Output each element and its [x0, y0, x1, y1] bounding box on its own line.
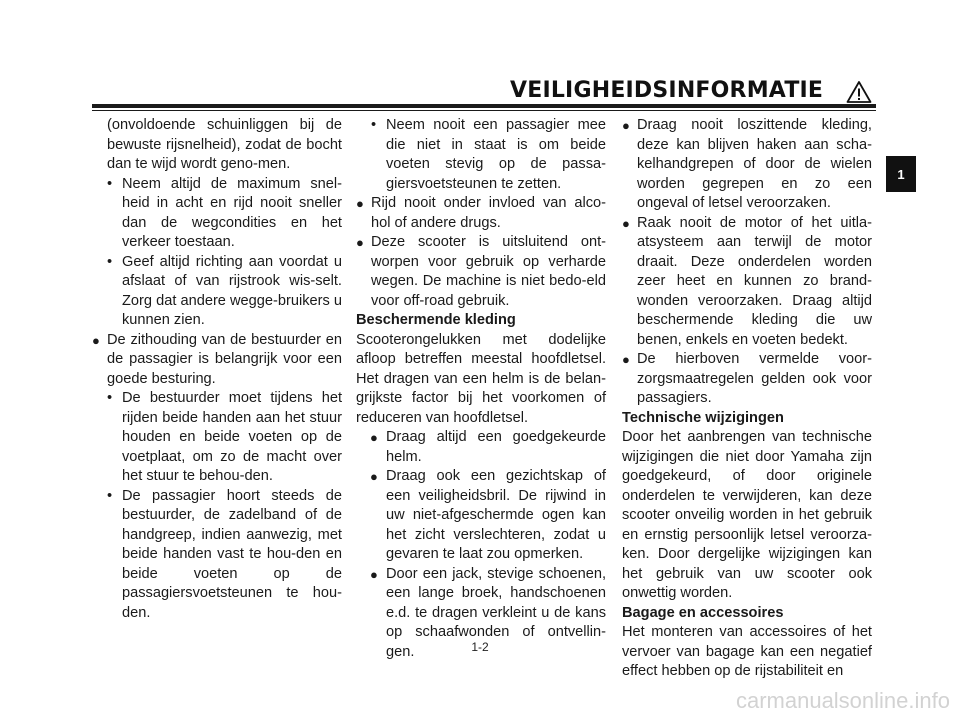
paragraph: Door het aanbrengen van technische wijzigingen die niet door Yamaha zijn goedgekeurd, of door originele onderdelen te verwijderen, kan deze scooter onveilig worden in het gebruik en ernstig persoonlijk letsel veroorza-ken. Door dergelijke wijzigingen kan het gebruik van uw scooter ook onwettig worden. [622, 429, 872, 601]
page-number: 1-2 [471, 640, 489, 654]
list-item: ● De hierboven vermelde voor-zorgsmaatregelen gelden ook voor passagiers. [622, 350, 872, 409]
bullet-item: • De bestuurder moet tijdens het rijden beide handen aan het stuur houden en beide voeten op de voetplaat, om zo de macht over het stuur te behou-den. [92, 389, 342, 487]
paragraph: Scooterongelukken met dodelijke afloop betreffen meestal hoofdletsel. Het dragen van een helm is de belan-grijkste factor bij het voorkomen of reduceren van hoofdletsel. [356, 331, 606, 426]
sub-list-item: ● Door een jack, stevige schoenen, een lange broek, handschoenen e.d. te dragen verkleint u de kans op schaafwonden of ontvellin-gen. [356, 565, 606, 663]
text-column-3 [622, 116, 872, 682]
page-header-title: VEILIGHEIDSINFORMATIE [510, 78, 824, 103]
continued-text: (onvoldoende schuinliggen bij de bewuste rijsnelheid), zodat de bocht dan te wijd wordt geno-men. [107, 117, 342, 172]
warning-triangle-icon [846, 80, 872, 104]
section-heading: Beschermende kleding [356, 312, 516, 328]
header-rule-thick [92, 104, 876, 108]
bullet-item: • Neem nooit een passagier mee die niet in staat is om beide voeten stevig op de passa-giersvoetsteunen te zetten. [356, 116, 606, 194]
sub-list-item: ● Draag ook een gezichtskap of een veiligheidsbril. De rijwind in uw niet-afgeschermde ogen kan het zicht verslechteren, zodat u gevaren te laat zou opmerken. [356, 467, 606, 565]
bullet-item: • De passagier hoort steeds de bestuurder, de zadelband of de handgreep, indien aanwezig, met beide handen vast te hou-den en beide voeten op de passagiersvoetsteunen te hou-den. [92, 487, 342, 624]
list-item: ● De zithouding van de bestuurder en de passagier is belangrijk voor een goede besturing. [92, 331, 342, 390]
sub-list-item: ● Draag altijd een goedgekeurde helm. [356, 428, 606, 467]
paragraph: Het monteren van accessoires of het vervoer van bagage kan een negatief effect hebben op de rijstabiliteit en [622, 624, 872, 679]
watermark: carmanualsonline.info [735, 688, 950, 713]
section-heading: Bagage en accessoires [622, 604, 784, 621]
text-column-1 [92, 116, 342, 623]
bullet-item: • Geef altijd richting aan voordat u afslaat of van rijstrook wis-selt. Zorg dat andere wegge-bruikers u kunnen zien. [92, 253, 342, 331]
list-item: ● Rijd nooit onder invloed van alco-hol of andere drugs. [356, 194, 606, 233]
header-rule-thin [92, 110, 876, 111]
text-column-2 [356, 116, 606, 662]
list-item: ● Raak nooit de motor of het uitla-atsysteem aan terwijl de motor draait. Deze onderdelen worden zeer heet en kunnen zo brand-wonden veroorzaken. Draag altijd beschermende kleding die uw benen, enkels en voeten bedekt. [622, 214, 872, 351]
list-item: ● Deze scooter is uitsluitend ont-worpen voor gebruik op verharde wegen. De machine is niet bedo-eld voor off-road gebruik. [356, 233, 606, 311]
list-item: ● Draag nooit loszittende kleding, deze kan blijven haken aan scha-kelhandgrepen of door de wielen worden gegrepen en zo een ongeval of letsel veroorzaken. [622, 116, 872, 214]
section-heading: Technische wijzigingen [622, 409, 784, 426]
chapter-tab: 1 [886, 156, 916, 192]
bullet-item: • Neem altijd de maximum snel-heid in acht en rijd nooit sneller dan de wegcondities en het verkeer toestaan. [92, 175, 342, 253]
